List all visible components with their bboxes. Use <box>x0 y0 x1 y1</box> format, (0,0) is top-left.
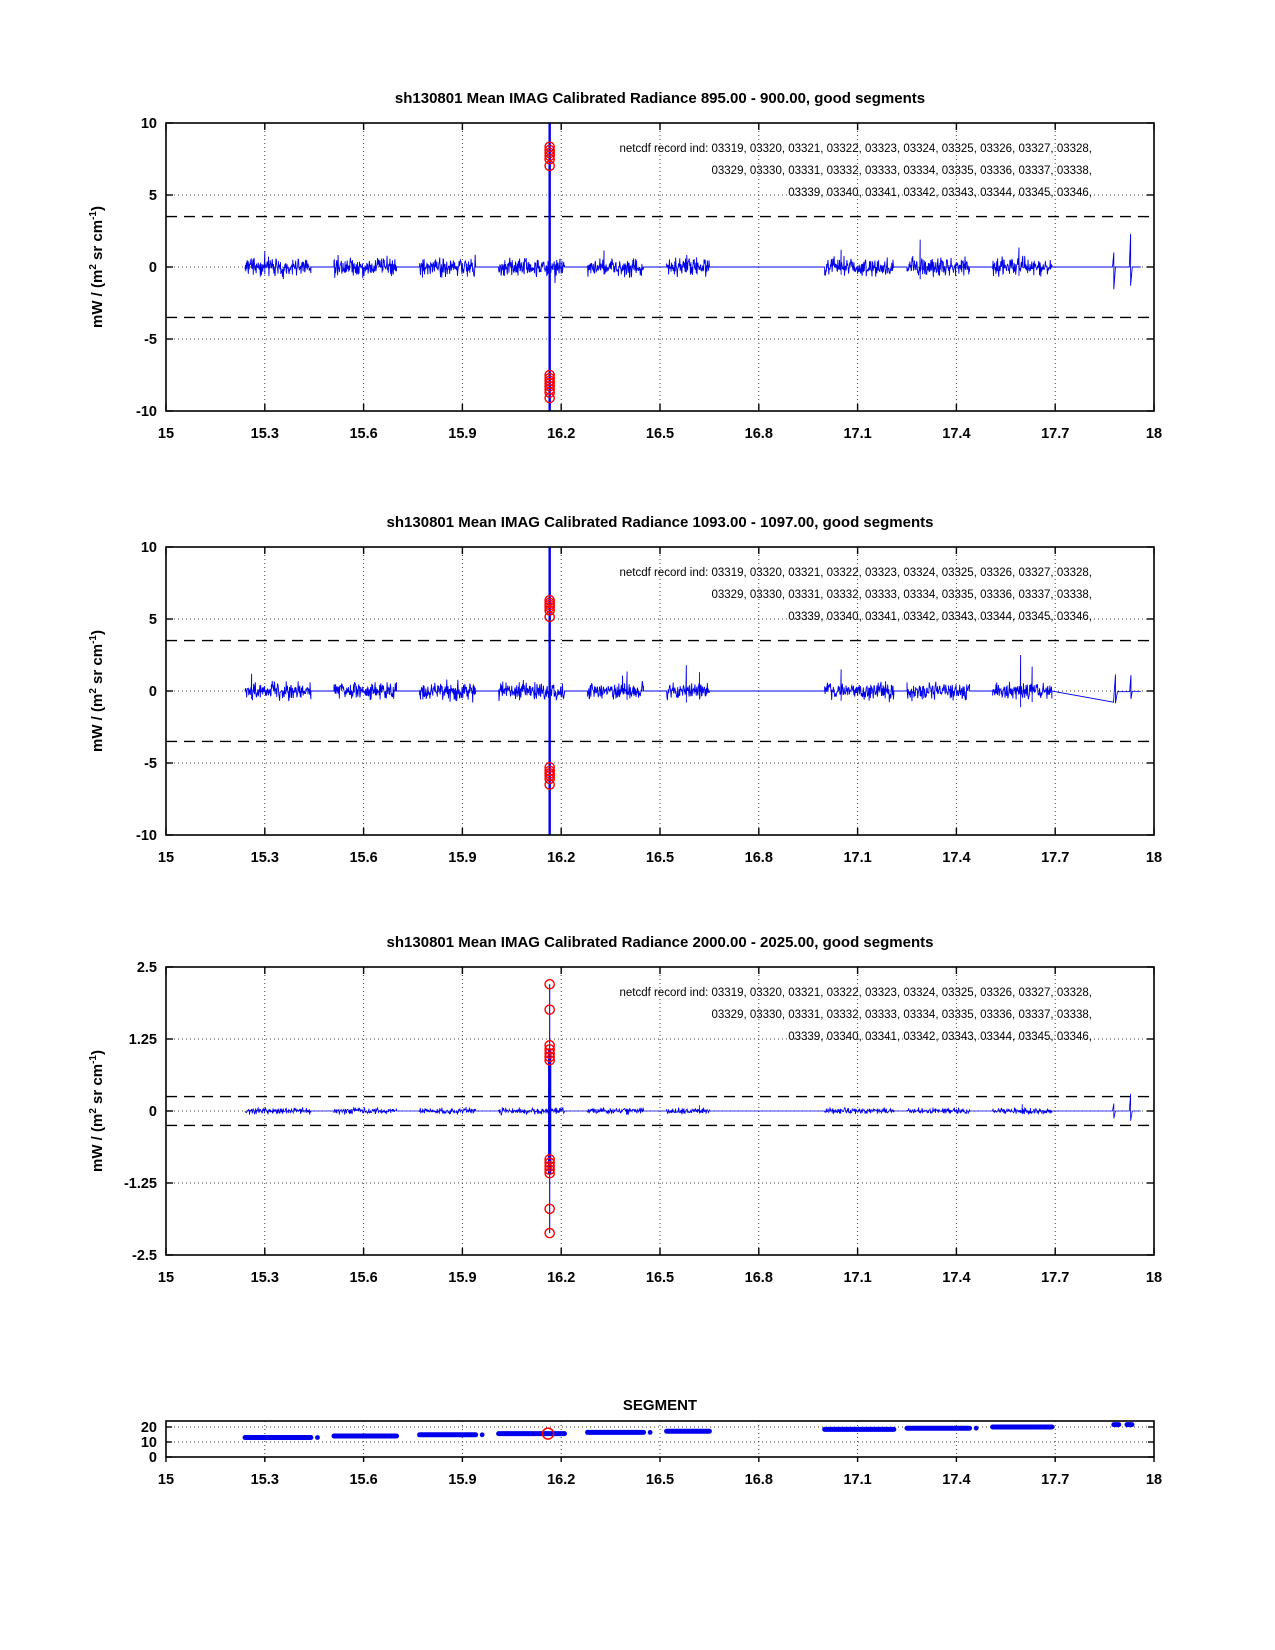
y-tick-label: 10 <box>140 540 157 556</box>
netcdf-record-annotation: 03339, 03340, 03341, 03342, 03343, 03344, 03345, 03346, <box>788 611 1092 623</box>
x-tick-label: 18 <box>1145 1472 1163 1488</box>
radiance-trace <box>245 655 1141 707</box>
x-tick-label: 18 <box>1145 850 1163 866</box>
netcdf-record-annotation: 03329, 03330, 03331, 03332, 03333, 03334, 03335, 03336, 03337, 03338, <box>711 589 1092 601</box>
x-tick-label: 16.8 <box>744 850 773 866</box>
y-tick-label: -10 <box>136 404 157 420</box>
x-tick-label: 15.3 <box>250 850 279 866</box>
x-tick-label: 18 <box>1145 426 1163 442</box>
x-tick-label: 15.6 <box>349 850 378 866</box>
x-tick-label: 16.2 <box>547 850 576 866</box>
y-axis-label-2: mW / ($m^2$ sr $cm^{-1}$) <box>88 630 106 753</box>
radiance-plot-1 <box>136 109 1162 442</box>
y-tick-label: 5 <box>148 188 157 204</box>
netcdf-record-annotation: netcdf record ind: 03319, 03320, 03321, 03322, 03323, 03324, 03325, 03326, 03327, 03328, <box>619 567 1092 579</box>
radiance-trace <box>245 1094 1141 1121</box>
y-tick-label: 5 <box>148 612 157 628</box>
x-tick-label: 16.2 <box>547 1270 576 1286</box>
x-tick-label: 15.3 <box>250 1270 279 1286</box>
x-tick-label: 17.1 <box>843 1472 872 1488</box>
chart-title-2: sh130801 Mean IMAG Calibrated Radiance 1093.00 - 1097.00, good segments <box>386 514 934 531</box>
x-tick-label: 16.2 <box>547 1472 576 1488</box>
x-tick-label: 17.4 <box>942 1270 971 1286</box>
x-tick-label: 15 <box>157 1472 175 1488</box>
y-tick-label: 0 <box>148 1104 157 1120</box>
x-tick-label: 15 <box>157 426 175 442</box>
x-tick-label: 15 <box>157 1270 175 1286</box>
radiance-plot-2 <box>136 533 1162 866</box>
y-tick-label: -10 <box>136 828 157 844</box>
x-tick-label: 15.3 <box>250 1472 279 1488</box>
netcdf-record-annotation: netcdf record ind: 03319, 03320, 03321, 03322, 03323, 03324, 03325, 03326, 03327, 03328, <box>619 143 1092 155</box>
x-tick-label: 17.7 <box>1041 426 1070 442</box>
y-tick-label: 1.25 <box>128 1032 157 1048</box>
x-tick-label: 16.8 <box>744 1472 773 1488</box>
y-tick-label: 0 <box>148 260 157 276</box>
y-tick-label: 2.5 <box>136 960 157 976</box>
radiance-trace <box>245 234 1141 289</box>
segment-dot <box>648 1430 653 1435</box>
chart-title-1: sh130801 Mean IMAG Calibrated Radiance 895.00 - 900.00, good segments <box>394 90 926 107</box>
x-tick-label: 16.5 <box>645 426 675 442</box>
x-tick-label: 16.8 <box>744 426 773 442</box>
x-tick-label: 17.7 <box>1041 850 1070 866</box>
x-tick-label: 15.9 <box>448 426 477 442</box>
y-tick-label: 0 <box>148 1450 157 1466</box>
x-tick-label: 17.1 <box>843 1270 872 1286</box>
y-axis-label-1: mW / ($m^2$ sr $cm^{-1}$) <box>88 206 106 329</box>
netcdf-record-annotation: 03339, 03340, 03341, 03342, 03343, 03344, 03345, 03346, <box>788 1031 1092 1043</box>
netcdf-record-annotation: 03329, 03330, 03331, 03332, 03333, 03334, 03335, 03336, 03337, 03338, <box>711 1009 1092 1021</box>
x-tick-label: 16.5 <box>645 850 675 866</box>
segment-plot <box>141 1420 1162 1488</box>
y-tick-label: 0 <box>148 684 157 700</box>
x-tick-label: 15 <box>157 850 175 866</box>
x-tick-label: 15.9 <box>448 1270 477 1286</box>
x-tick-label: 15.6 <box>349 1270 378 1286</box>
netcdf-record-annotation: 03329, 03330, 03331, 03332, 03333, 03334, 03335, 03336, 03337, 03338, <box>711 165 1092 177</box>
y-tick-label: -5 <box>144 756 157 772</box>
x-tick-label: 16.5 <box>645 1270 675 1286</box>
x-tick-label: 17.1 <box>843 426 872 442</box>
x-tick-label: 16.2 <box>547 426 576 442</box>
segment-dot <box>480 1432 485 1437</box>
netcdf-record-annotation: 03339, 03340, 03341, 03342, 03343, 03344, 03345, 03346, <box>788 187 1092 199</box>
chart-title-4: SEGMENT <box>622 1397 698 1414</box>
netcdf-record-annotation: netcdf record ind: 03319, 03320, 03321, 03322, 03323, 03324, 03325, 03326, 03327, 03328, <box>619 987 1092 999</box>
segment-dot <box>974 1426 979 1431</box>
y-tick-label: -5 <box>144 332 157 348</box>
y-axis-label-3: mW / ($m^2$ sr $cm^{-1}$) <box>88 1050 106 1173</box>
y-tick-label: 10 <box>140 116 157 132</box>
segment-dot <box>315 1435 320 1440</box>
x-tick-label: 15.6 <box>349 1472 378 1488</box>
x-tick-label: 16.8 <box>744 1270 773 1286</box>
x-tick-label: 16.5 <box>645 1472 675 1488</box>
x-tick-label: 15.9 <box>448 850 477 866</box>
x-tick-label: 15.3 <box>250 426 279 442</box>
y-tick-label: 10 <box>140 1435 157 1451</box>
y-tick-label: -1.25 <box>123 1176 157 1192</box>
chart-title-3: sh130801 Mean IMAG Calibrated Radiance 2000.00 - 2025.00, good segments <box>386 934 934 951</box>
x-tick-label: 18 <box>1145 1270 1163 1286</box>
x-tick-label: 17.7 <box>1041 1270 1070 1286</box>
x-tick-label: 17.4 <box>942 1472 971 1488</box>
x-tick-label: 17.4 <box>942 426 971 442</box>
x-tick-label: 17.1 <box>843 850 872 866</box>
y-tick-label: 20 <box>140 1420 157 1436</box>
x-tick-label: 17.4 <box>942 850 971 866</box>
data-layer <box>245 533 1141 850</box>
x-tick-label: 15.9 <box>448 1472 477 1488</box>
y-tick-label: -2.5 <box>132 1248 157 1264</box>
radiance-plot-3 <box>124 960 1162 1286</box>
x-tick-label: 17.7 <box>1041 1472 1070 1488</box>
x-tick-label: 15.6 <box>349 426 378 442</box>
